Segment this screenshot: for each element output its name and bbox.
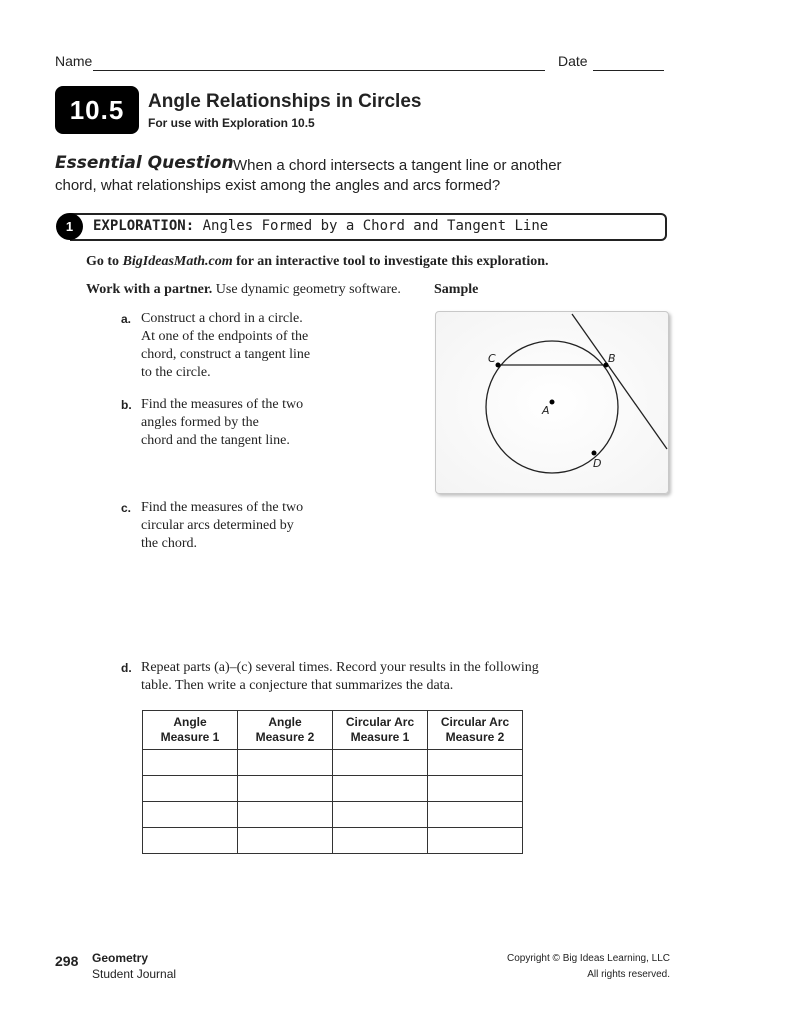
name-field[interactable] — [93, 70, 545, 71]
label-a: A — [542, 404, 550, 417]
results-table — [142, 710, 523, 854]
exploration-label: EXPLORATION: — [93, 218, 195, 234]
table-row — [143, 828, 523, 854]
tangent-line — [572, 314, 667, 449]
point-a — [550, 400, 555, 405]
table-header-row — [143, 711, 523, 750]
rights-reserved: All rights reserved. — [587, 969, 670, 980]
exploration-heading — [93, 218, 548, 234]
page-subtitle: For use with Exploration 10.5 — [148, 116, 315, 130]
essential-question-line2: chord, what relationships exist among the angles and arcs formed? — [55, 177, 501, 194]
journal-label: Student Journal — [92, 967, 177, 981]
table-cell[interactable] — [428, 802, 523, 828]
table-cell[interactable] — [333, 802, 428, 828]
name-label: Name — [55, 53, 93, 69]
exploration-title: Angles Formed by a Chord and Tangent Line — [202, 218, 549, 234]
header-arc-measure-1: Circular Arc Measure 1 — [333, 711, 428, 750]
table-cell[interactable] — [238, 828, 333, 854]
goto-instruction: Go to BigIdeasMath.com for an interactive tool to investigate this exploration. — [86, 254, 549, 269]
header-angle-measure-1: Angle Measure 1 — [143, 711, 238, 750]
item-d-letter: d. — [121, 661, 132, 675]
point-d — [592, 451, 597, 456]
sample-label: Sample — [434, 282, 479, 297]
book-title: Geometry — [92, 951, 149, 965]
date-field[interactable] — [593, 70, 664, 71]
table-row — [143, 802, 523, 828]
essential-question-line1: When a chord intersects a tangent line or another — [233, 157, 562, 174]
table-cell[interactable] — [143, 802, 238, 828]
section-number-badge: 10.5 — [55, 86, 139, 134]
table-cell[interactable] — [143, 776, 238, 802]
point-c — [496, 363, 501, 368]
header-arc-measure-2: Circular Arc Measure 2 — [428, 711, 523, 750]
page-number: 298 — [55, 953, 79, 969]
header-row — [55, 53, 675, 73]
item-c-letter: c. — [121, 501, 132, 515]
circle-diagram — [436, 312, 668, 493]
essential-question-heading: Essential Question — [55, 153, 234, 173]
label-b: B — [608, 352, 616, 365]
table-cell[interactable] — [428, 776, 523, 802]
exploration-number: 1 — [56, 213, 83, 240]
table-cell[interactable] — [238, 802, 333, 828]
item-b-text: Find the measures of the two angles formed by the chord and the tangent line. — [141, 397, 304, 448]
circle — [486, 341, 618, 473]
label-d: D — [593, 457, 602, 470]
item-a-text: Construct a chord in a circle. At one of the endpoints of the chord, construct a tangent line to the circle. — [141, 311, 311, 380]
page-title: Angle Relationships in Circles — [148, 91, 422, 112]
copyright: Copyright © Big Ideas Learning, LLC — [506, 953, 670, 964]
table-cell[interactable] — [143, 750, 238, 776]
table-cell[interactable] — [143, 828, 238, 854]
item-d-text: Repeat parts (a)–(c) several times. Record your results in the following table. Then write a conjecture that summarizes the data. — [141, 660, 539, 693]
table-row — [143, 750, 523, 776]
header-angle-measure-2: Angle Measure 2 — [238, 711, 333, 750]
table-cell[interactable] — [333, 750, 428, 776]
sample-figure — [435, 311, 669, 494]
table-cell[interactable] — [333, 776, 428, 802]
date-label: Date — [558, 53, 588, 69]
label-c: C — [488, 352, 496, 365]
table-cell[interactable] — [238, 776, 333, 802]
item-a-letter: a. — [121, 312, 132, 326]
table-cell[interactable] — [333, 828, 428, 854]
item-c-text: Find the measures of the two circular arcs determined by the chord. — [141, 500, 304, 551]
table-row — [143, 776, 523, 802]
partner-instruction: Work with a partner. Use dynamic geometry software. — [86, 282, 401, 297]
table-cell[interactable] — [428, 828, 523, 854]
site-link[interactable]: BigIdeasMath.com — [122, 254, 233, 269]
table-cell[interactable] — [428, 750, 523, 776]
item-b-letter: b. — [121, 398, 132, 412]
table-cell[interactable] — [238, 750, 333, 776]
